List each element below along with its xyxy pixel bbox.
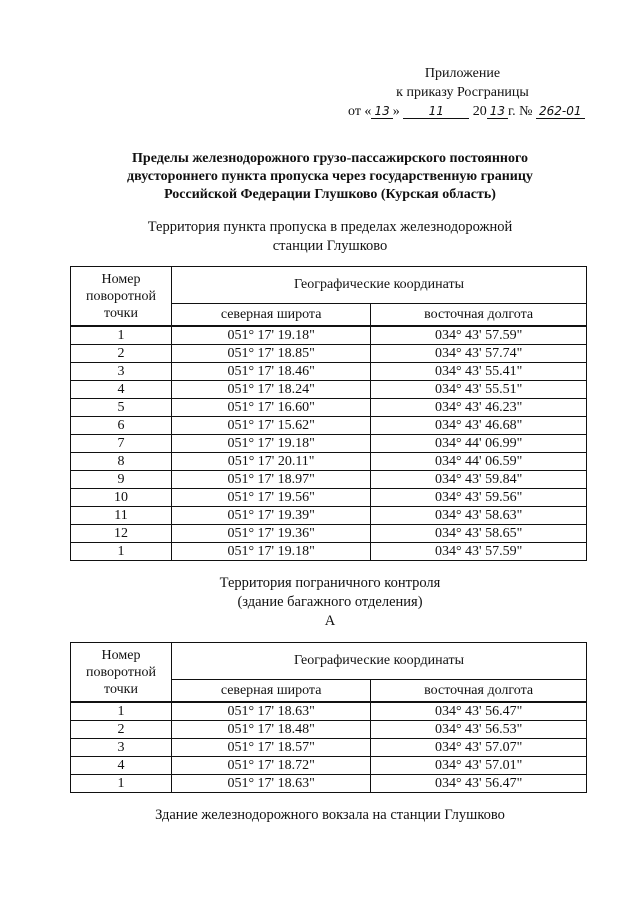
document-title (90, 150, 570, 204)
table-row (71, 471, 587, 489)
latitude-cell: 051° 17' 19.56" (172, 489, 371, 507)
latitude-cell: 051° 17' 18.63" (172, 775, 371, 793)
point-number-cell: 12 (71, 525, 172, 543)
header-point-number: Номер поворотной точки (71, 643, 172, 703)
title-line: Российской Федерации Глушково (Курская область) (164, 187, 496, 202)
appendix-order-ref: к приказу Росграницы (396, 85, 529, 100)
longitude-cell: 034° 43' 55.51" (371, 381, 587, 399)
section1-heading-line: Территория пункта пропуска в пределах железнодорожной (147, 219, 513, 235)
latitude-cell: 051° 17' 18.46" (172, 363, 371, 381)
point-number-cell: 1 (71, 326, 172, 345)
latitude-cell: 051° 17' 15.62" (172, 417, 371, 435)
longitude-cell: 034° 43' 56.53" (371, 721, 587, 739)
table-row (71, 489, 587, 507)
point-number-cell: 8 (71, 453, 172, 471)
latitude-cell: 051° 17' 18.48" (172, 721, 371, 739)
header-latitude: северная широта (172, 304, 371, 327)
longitude-cell: 034° 43' 55.41" (371, 363, 587, 381)
table-row (71, 739, 587, 757)
section3-heading: Здание железнодорожного вокзала на станции Глушково (155, 807, 505, 823)
table1-body (71, 326, 587, 561)
point-number-cell: 4 (71, 757, 172, 775)
latitude-cell: 051° 17' 19.36" (172, 525, 371, 543)
longitude-cell: 034° 43' 57.07" (371, 739, 587, 757)
header-longitude: восточная долгота (371, 304, 587, 327)
latitude-cell: 051° 17' 18.63" (172, 702, 371, 721)
header-latitude: северная широта (172, 680, 371, 703)
point-number-cell: 4 (71, 381, 172, 399)
section2-heading-line: Территория пограничного контроля (219, 575, 441, 591)
header-geo-coordinates: Географические координаты (172, 267, 587, 304)
point-number-cell: 1 (71, 543, 172, 561)
latitude-cell: 051° 17' 19.18" (172, 326, 371, 345)
longitude-cell: 034° 43' 46.68" (371, 417, 587, 435)
point-number-cell: 2 (71, 721, 172, 739)
latitude-cell: 051° 17' 19.18" (172, 435, 371, 453)
longitude-cell: 034° 43' 57.59" (371, 326, 587, 345)
table-row (71, 757, 587, 775)
appendix-date-line (330, 102, 595, 121)
date-month: 11 (403, 104, 469, 119)
coordinates-table-1 (70, 266, 587, 561)
title-line: Пределы железнодорожного грузо-пассажирского постоянного (132, 151, 528, 166)
table2-body (71, 702, 587, 793)
point-number-cell: 5 (71, 399, 172, 417)
title-line: двустороннего пункта пропуска через государственную границу (127, 169, 533, 184)
latitude-cell: 051° 17' 20.11" (172, 453, 371, 471)
date-year: 13 (487, 104, 508, 119)
latitude-cell: 051° 17' 19.18" (172, 543, 371, 561)
table-row (71, 543, 587, 561)
table-row (71, 363, 587, 381)
latitude-cell: 051° 17' 19.39" (172, 507, 371, 525)
longitude-cell: 034° 43' 57.74" (371, 345, 587, 363)
point-number-cell: 9 (71, 471, 172, 489)
table-row (71, 525, 587, 543)
table-row (71, 702, 587, 721)
section1-heading (90, 218, 570, 256)
date-prefix: от « (348, 104, 372, 119)
latitude-cell: 051° 17' 16.60" (172, 399, 371, 417)
longitude-cell: 034° 44' 06.59" (371, 453, 587, 471)
header-longitude: восточная долгота (371, 680, 587, 703)
longitude-cell: 034° 43' 56.47" (371, 702, 587, 721)
point-number-cell: 6 (71, 417, 172, 435)
point-number-cell: 7 (71, 435, 172, 453)
header-geo-coordinates: Географические координаты (172, 643, 587, 680)
table-row (71, 507, 587, 525)
point-number-cell: 11 (71, 507, 172, 525)
longitude-cell: 034° 43' 57.01" (371, 757, 587, 775)
section2-heading (90, 574, 570, 631)
table-row (71, 399, 587, 417)
section2-heading-line: А (324, 613, 336, 629)
section2-heading-line: (здание багажного отделения) (237, 594, 423, 610)
longitude-cell: 034° 43' 59.84" (371, 471, 587, 489)
date-quote-close: » (392, 104, 400, 119)
table-row (71, 775, 587, 793)
date-day: 13 (371, 104, 392, 119)
order-number: 262-01 (536, 104, 585, 119)
longitude-cell: 034° 43' 59.56" (371, 489, 587, 507)
table-row (71, 453, 587, 471)
table-row (71, 326, 587, 345)
longitude-cell: 034° 43' 58.63" (371, 507, 587, 525)
longitude-cell: 034° 44' 06.99" (371, 435, 587, 453)
table-row (71, 381, 587, 399)
longitude-cell: 034° 43' 46.23" (371, 399, 587, 417)
table-row (71, 417, 587, 435)
table-row (71, 435, 587, 453)
point-number-cell: 2 (71, 345, 172, 363)
latitude-cell: 051° 17' 18.72" (172, 757, 371, 775)
latitude-cell: 051° 17' 18.57" (172, 739, 371, 757)
latitude-cell: 051° 17' 18.24" (172, 381, 371, 399)
point-number-cell: 3 (71, 363, 172, 381)
year-prefix: 20 (472, 104, 487, 119)
point-number-cell: 10 (71, 489, 172, 507)
longitude-cell: 034° 43' 56.47" (371, 775, 587, 793)
coordinates-table-2 (70, 642, 587, 793)
table-row (71, 345, 587, 363)
point-number-cell: 3 (71, 739, 172, 757)
year-suffix: г. № (508, 104, 533, 119)
table-row (71, 721, 587, 739)
latitude-cell: 051° 17' 18.85" (172, 345, 371, 363)
longitude-cell: 034° 43' 57.59" (371, 543, 587, 561)
longitude-cell: 034° 43' 58.65" (371, 525, 587, 543)
appendix-block (330, 64, 595, 121)
section1-heading-line: станции Глушково (272, 238, 388, 254)
header-point-number: Номер поворотной точки (71, 267, 172, 327)
point-number-cell: 1 (71, 702, 172, 721)
point-number-cell: 1 (71, 775, 172, 793)
appendix-label: Приложение (424, 66, 501, 81)
latitude-cell: 051° 17' 18.97" (172, 471, 371, 489)
